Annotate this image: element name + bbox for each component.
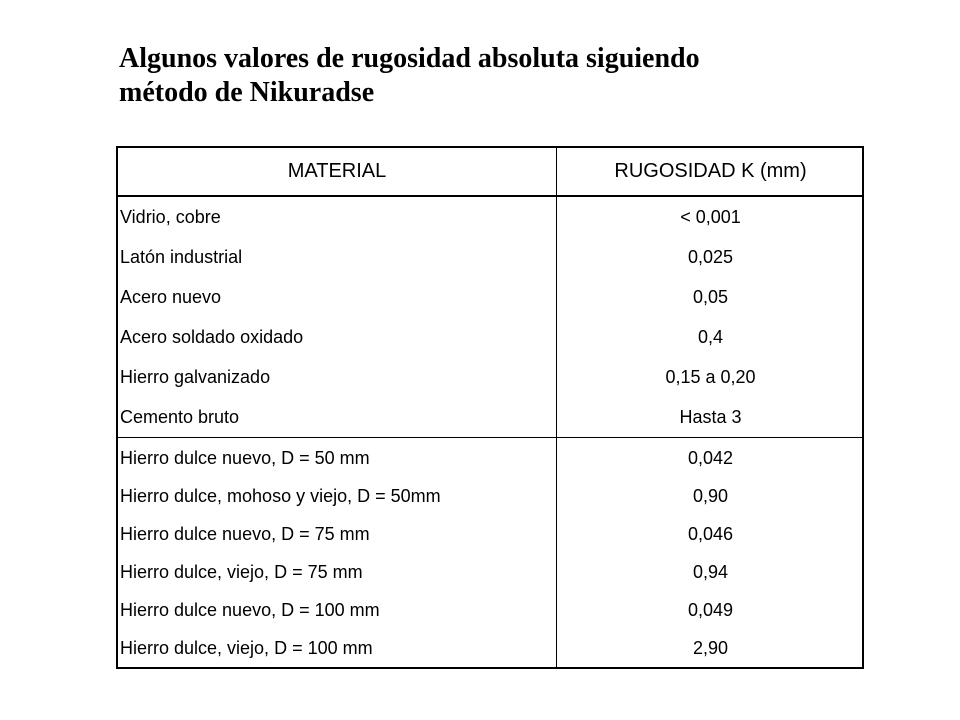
table-row xyxy=(118,476,862,516)
roughness-cell: 0,15 a 0,20 xyxy=(665,367,756,387)
material-cell: Hierro dulce, mohoso y viejo, D = 50mm xyxy=(120,486,441,506)
header-roughness: RUGOSIDAD K (mm) xyxy=(614,160,807,182)
title-line-1: Algunos valores de rugosidad absoluta siguiendo xyxy=(119,43,700,74)
material-cell: Hierro dulce nuevo, D = 50 mm xyxy=(120,448,370,468)
table-row xyxy=(118,237,862,277)
table-group-2 xyxy=(118,437,862,668)
roughness-cell: 0,94 xyxy=(692,562,729,582)
material-cell: Hierro dulce nuevo, D = 100 mm xyxy=(120,600,380,620)
material-cell: Vidrio, cobre xyxy=(120,207,221,227)
table-row xyxy=(118,438,862,478)
page-title xyxy=(119,42,879,110)
material-cell: Hierro dulce, viejo, D = 100 mm xyxy=(120,638,373,658)
table-header-row xyxy=(118,148,862,197)
roughness-cell: 2,90 xyxy=(692,638,729,658)
roughness-cell: < 0,001 xyxy=(680,207,741,227)
table-group-1 xyxy=(118,197,862,437)
material-cell: Hierro dulce, viejo, D = 75 mm xyxy=(120,562,363,582)
table-row xyxy=(118,197,862,237)
table-row xyxy=(118,590,862,630)
table-row xyxy=(118,357,862,397)
table-row xyxy=(118,277,862,317)
roughness-table xyxy=(116,146,864,669)
roughness-cell: 0,4 xyxy=(697,327,724,347)
table-row xyxy=(118,397,862,437)
material-cell: Hierro dulce nuevo, D = 75 mm xyxy=(120,524,370,544)
roughness-cell: Hasta 3 xyxy=(679,407,742,427)
roughness-cell: 0,90 xyxy=(692,486,729,506)
table-row xyxy=(118,317,862,357)
roughness-cell: 0,05 xyxy=(692,287,729,307)
table-row xyxy=(118,552,862,592)
material-cell: Acero soldado oxidado xyxy=(120,327,304,347)
title-line-2: método de Nikuradse xyxy=(119,77,375,108)
roughness-cell: 0,042 xyxy=(687,448,734,468)
table-row xyxy=(118,628,862,668)
roughness-cell: 0,046 xyxy=(687,524,734,544)
material-cell: Acero nuevo xyxy=(120,287,222,307)
material-cell: Hierro galvanizado xyxy=(120,367,271,387)
roughness-cell: 0,025 xyxy=(687,247,734,267)
material-cell: Cemento bruto xyxy=(120,407,240,427)
material-cell: Latón industrial xyxy=(120,247,243,267)
table-row xyxy=(118,514,862,554)
roughness-cell: 0,049 xyxy=(687,600,734,620)
header-material: MATERIAL xyxy=(287,160,387,182)
